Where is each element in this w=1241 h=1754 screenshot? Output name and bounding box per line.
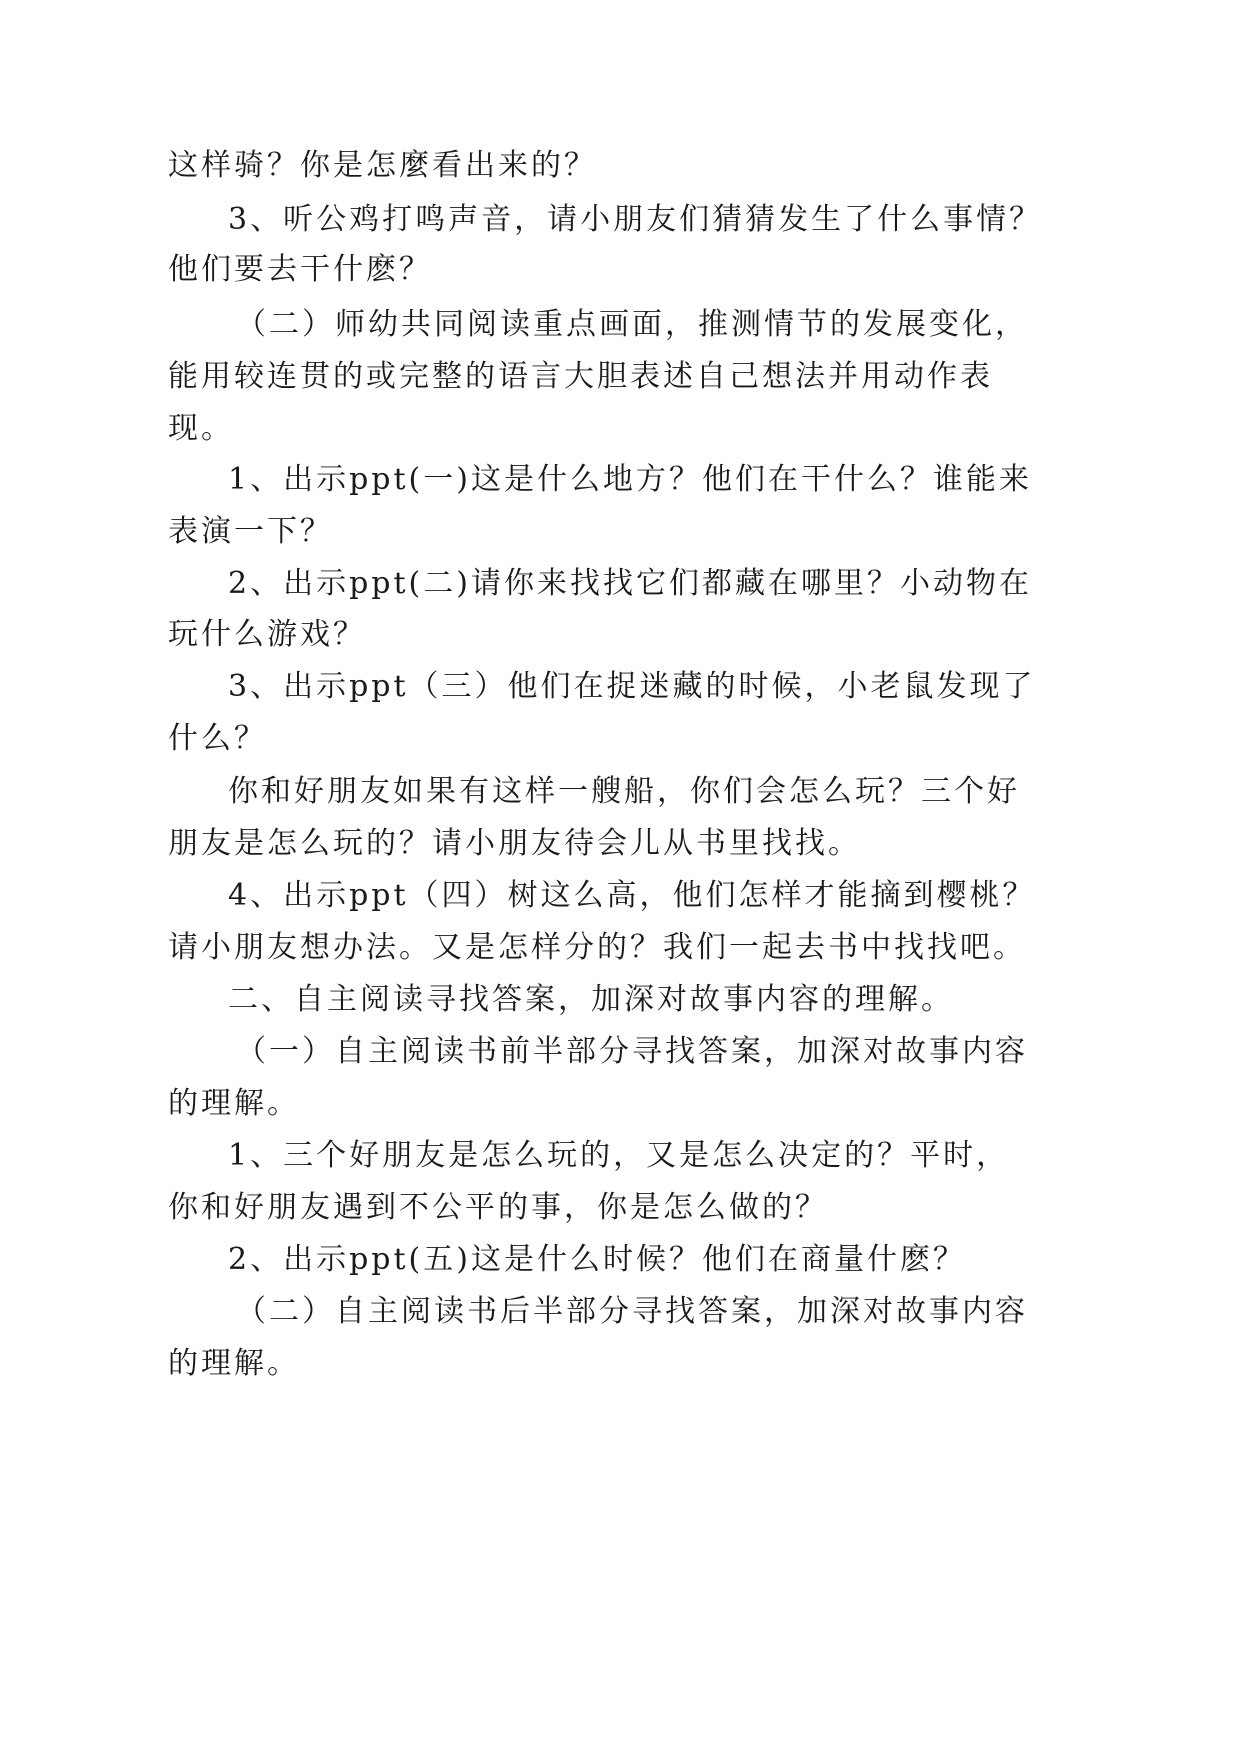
text-line: 什么？ <box>168 721 267 756</box>
text-line: 二、自主阅读寻找答案，加深对故事内容的理解。 <box>228 982 954 1017</box>
text-line: 的理解。 <box>168 1086 300 1121</box>
text-line: 3、听公鸡打鸣声音，请小朋友们猜猜发生了什么事情？ <box>228 202 1043 237</box>
text-line: 3、出示ppt（三）他们在捉迷藏的时候，小老鼠发现了 <box>228 669 1036 704</box>
text-line: 玩什么游戏？ <box>168 617 366 652</box>
text-line: 表演一下？ <box>168 514 333 549</box>
text-line: 的理解。 <box>168 1346 300 1381</box>
text-line: 请小朋友想办法。又是怎样分的？我们一起去书中找找吧。 <box>168 930 1026 965</box>
text-line: 你和好朋友如果有这样一艘船，你们会怎么玩？三个好 <box>228 774 1020 809</box>
text-line: 这样骑？你是怎麼看出来的？ <box>168 148 597 183</box>
text-line: （一）自主阅读书前半部分寻找答案，加深对故事内容 <box>236 1034 1028 1069</box>
text-line: 1、三个好朋友是怎么玩的，又是怎么决定的？平时， <box>228 1138 1010 1173</box>
text-line: （二）自主阅读书后半部分寻找答案，加深对故事内容 <box>236 1294 1028 1329</box>
text-line: 朋友是怎么玩的？请小朋友待会儿从书里找找。 <box>168 826 861 861</box>
text-line: 4、出示ppt（四）树这么高，他们怎样才能摘到樱桃？ <box>228 878 1036 913</box>
text-line: 2、出示ppt(二)请你来找找它们都藏在哪里？小动物在 <box>228 566 1032 601</box>
text-line: 现。 <box>168 411 234 446</box>
text-line: 能用较连贯的或完整的语言大胆表述自己想法并用动作表 <box>168 359 993 394</box>
text-line: （二）师幼共同阅读重点画面，推测情节的发展变化， <box>236 307 1028 342</box>
text-line: 2、出示ppt(五)这是什么时候？他们在商量什麽？ <box>228 1242 966 1277</box>
text-line: 你和好朋友遇到不公平的事，你是怎么做的？ <box>168 1190 828 1225</box>
text-line: 1、出示ppt(一)这是什么地方？他们在干什么？谁能来 <box>228 462 1032 497</box>
text-line: 他们要去干什麽？ <box>168 252 432 287</box>
